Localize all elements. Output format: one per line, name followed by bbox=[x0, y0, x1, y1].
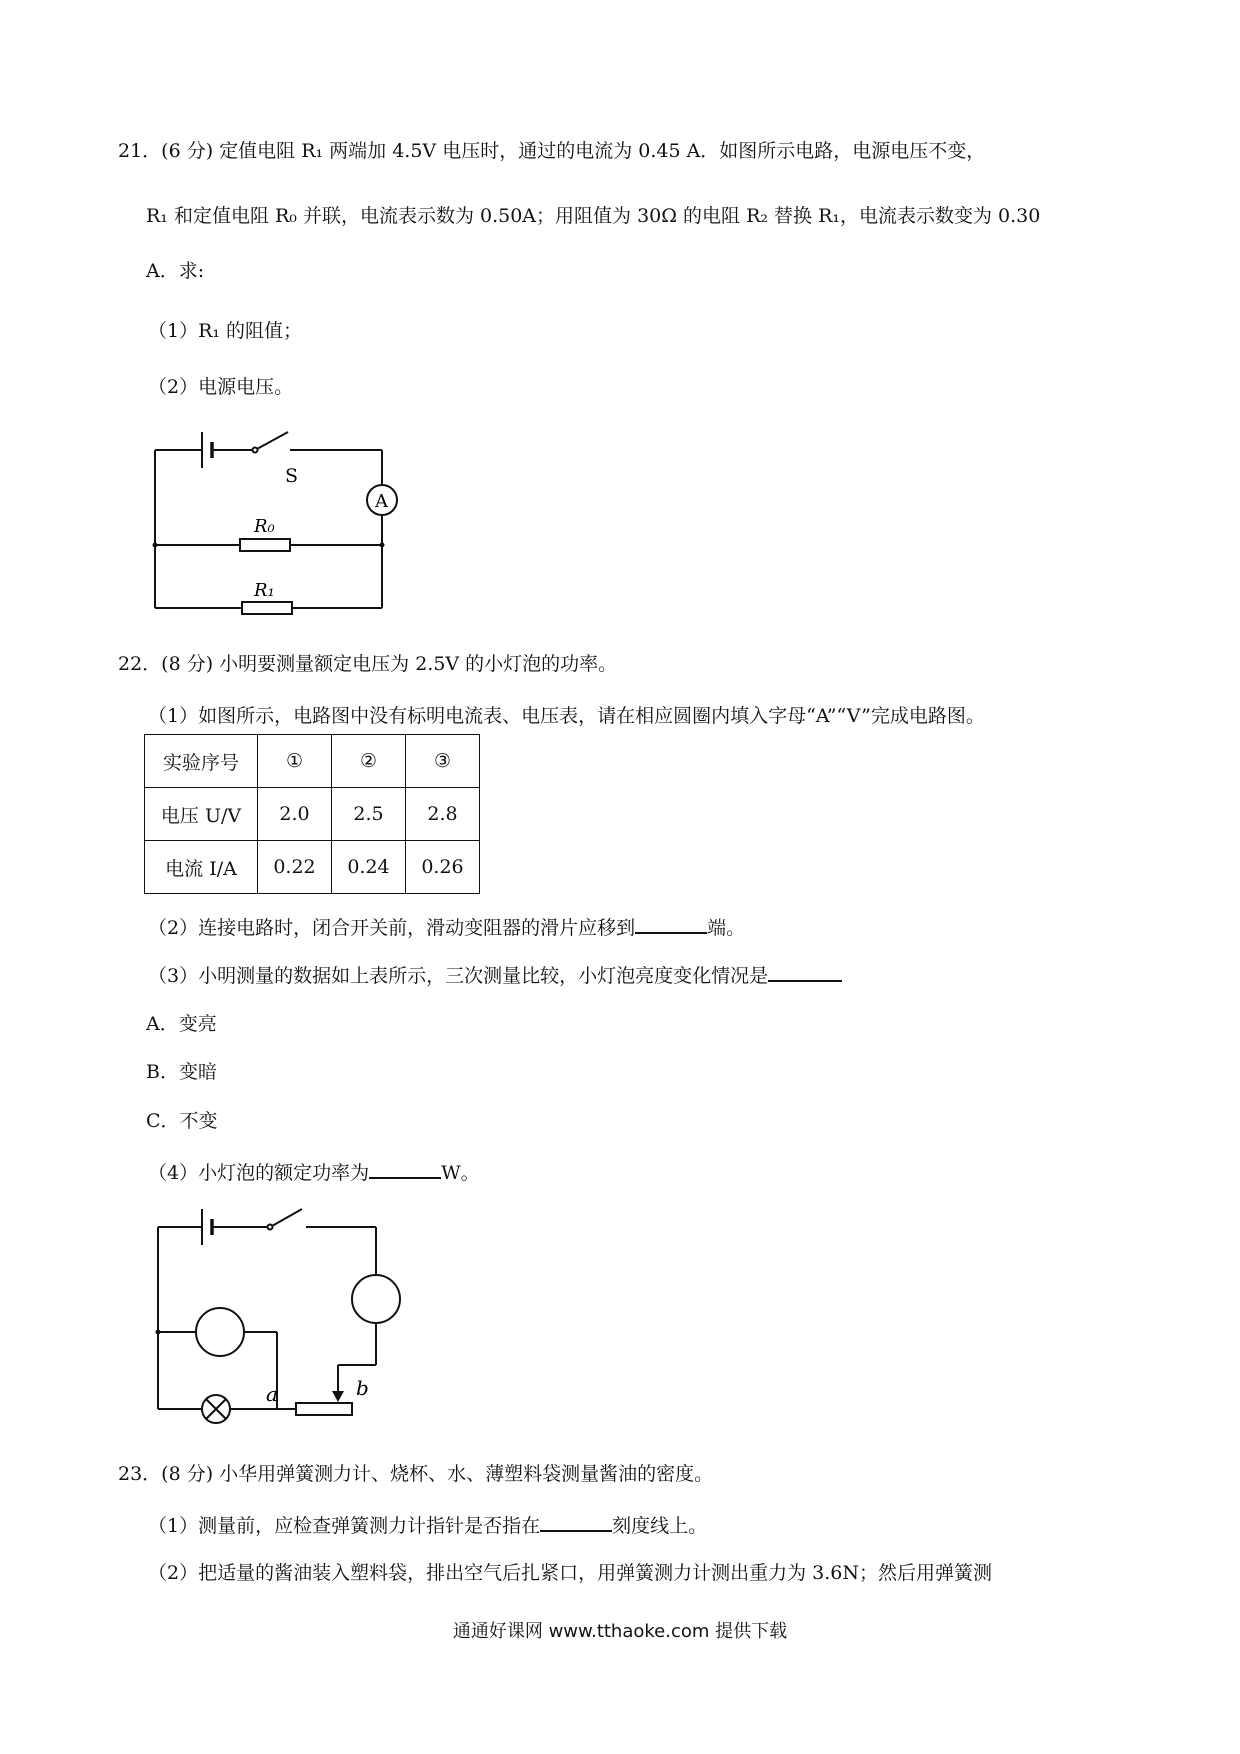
q22-sub2-text: （2）连接电路时，闭合开关前，滑动变阻器的滑片应移到 bbox=[148, 917, 636, 939]
table-cell: 2.0 bbox=[258, 788, 332, 841]
table-row bbox=[145, 841, 480, 894]
q23-sub1-end: 刻度线上。 bbox=[612, 1515, 708, 1537]
q21-sub2: （2）电源电压。 bbox=[148, 376, 294, 398]
meter-circle-right bbox=[352, 1275, 400, 1323]
table-cell: ③ bbox=[406, 735, 480, 788]
q22-sub3 bbox=[148, 960, 842, 990]
table-cell: 0.22 bbox=[258, 841, 332, 894]
table-cell: 0.26 bbox=[406, 841, 480, 894]
q22-sub4-text: （4）小灯泡的额定功率为 bbox=[148, 1162, 370, 1184]
q21-line2: R₁ 和定值电阻 R₀ 并联，电流表示数为 0.50A；用阻值为 30Ω 的电阻 R₂ 替换 R₁，电流表示数变为 0.30 bbox=[146, 205, 1041, 227]
junction-right bbox=[380, 543, 385, 548]
table-cell: 2.8 bbox=[406, 788, 480, 841]
rheostat bbox=[296, 1403, 352, 1415]
q21-line1: 21．(6 分) 定值电阻 R₁ 两端加 4.5V 电压时，通过的电流为 0.45 A．如图所示电路，电源电压不变， bbox=[118, 140, 986, 162]
table-cell: ② bbox=[332, 735, 406, 788]
resistor-r1 bbox=[242, 602, 292, 614]
q21-sub1: （1）R₁ 的阻值； bbox=[148, 320, 303, 342]
q22-title: 22．(8 分) 小明要测量额定电压为 2.5V 的小灯泡的功率。 bbox=[118, 653, 618, 675]
q22-sub4-end: W。 bbox=[441, 1162, 480, 1184]
q23-sub1 bbox=[148, 1510, 707, 1540]
q22-sub2-end: 端。 bbox=[707, 917, 746, 939]
q21-line3: A．求: bbox=[146, 260, 205, 282]
q21-circuit-diagram bbox=[140, 420, 400, 620]
table-cell: 电流 I/A bbox=[145, 841, 258, 894]
q22-sub4 bbox=[148, 1157, 480, 1187]
q22-data-table bbox=[144, 734, 480, 894]
answer-blank[interactable] bbox=[369, 1157, 441, 1179]
q23-sub2: （2）把适量的酱油装入塑料袋，排出空气后扎紧口，用弹簧测力计测出重力为 3.6N；然后用弹簧测 bbox=[148, 1562, 992, 1584]
q22-option-a: A．变亮 bbox=[146, 1013, 217, 1035]
q22-sub3-text: （3）小明测量的数据如上表所示，三次测量比较，小灯泡亮度变化情况是 bbox=[148, 965, 769, 987]
terminal-a-label: a bbox=[266, 1382, 278, 1406]
table-cell: 实验序号 bbox=[145, 735, 258, 788]
junction-left bbox=[156, 1330, 161, 1335]
q23-sub1-text: （1）测量前，应检查弹簧测力计指针是否指在 bbox=[148, 1515, 541, 1537]
q23-title: 23．(8 分) 小华用弹簧测力计、烧杯、水、薄塑料袋测量酱油的密度。 bbox=[118, 1463, 714, 1485]
table-cell: ① bbox=[258, 735, 332, 788]
meter-circle-left bbox=[196, 1308, 244, 1356]
answer-blank[interactable] bbox=[540, 1510, 612, 1532]
table-cell: 2.5 bbox=[332, 788, 406, 841]
table-cell: 电压 U/V bbox=[145, 788, 258, 841]
q22-sub2 bbox=[148, 912, 745, 942]
q22-sub1: （1）如图所示，电路图中没有标明电流表、电压表，请在相应圆圈内填入字母“A”“V”完成电路图。 bbox=[148, 705, 985, 727]
answer-blank[interactable] bbox=[635, 912, 707, 934]
slider-arrow-head bbox=[332, 1391, 344, 1402]
r0-label: R₀ bbox=[254, 516, 275, 537]
r1-label: R₁ bbox=[254, 580, 275, 601]
q22-circuit-diagram bbox=[140, 1205, 420, 1425]
terminal-b-label: b bbox=[356, 1376, 369, 1400]
table-row bbox=[145, 735, 480, 788]
switch-label: S bbox=[285, 465, 299, 487]
table-cell: 0.24 bbox=[332, 841, 406, 894]
q22-option-b: B．变暗 bbox=[146, 1061, 217, 1083]
answer-blank[interactable] bbox=[768, 960, 842, 982]
page-footer: 通通好课网 www.tthaoke.com 提供下载 bbox=[452, 1621, 788, 1642]
table-row bbox=[145, 788, 480, 841]
switch-arm bbox=[272, 1209, 302, 1226]
junction-left bbox=[153, 543, 158, 548]
ammeter-label: A bbox=[375, 491, 388, 512]
resistor-r0 bbox=[240, 539, 290, 551]
q22-option-c: C．不变 bbox=[146, 1110, 218, 1132]
switch-arm bbox=[257, 432, 288, 449]
